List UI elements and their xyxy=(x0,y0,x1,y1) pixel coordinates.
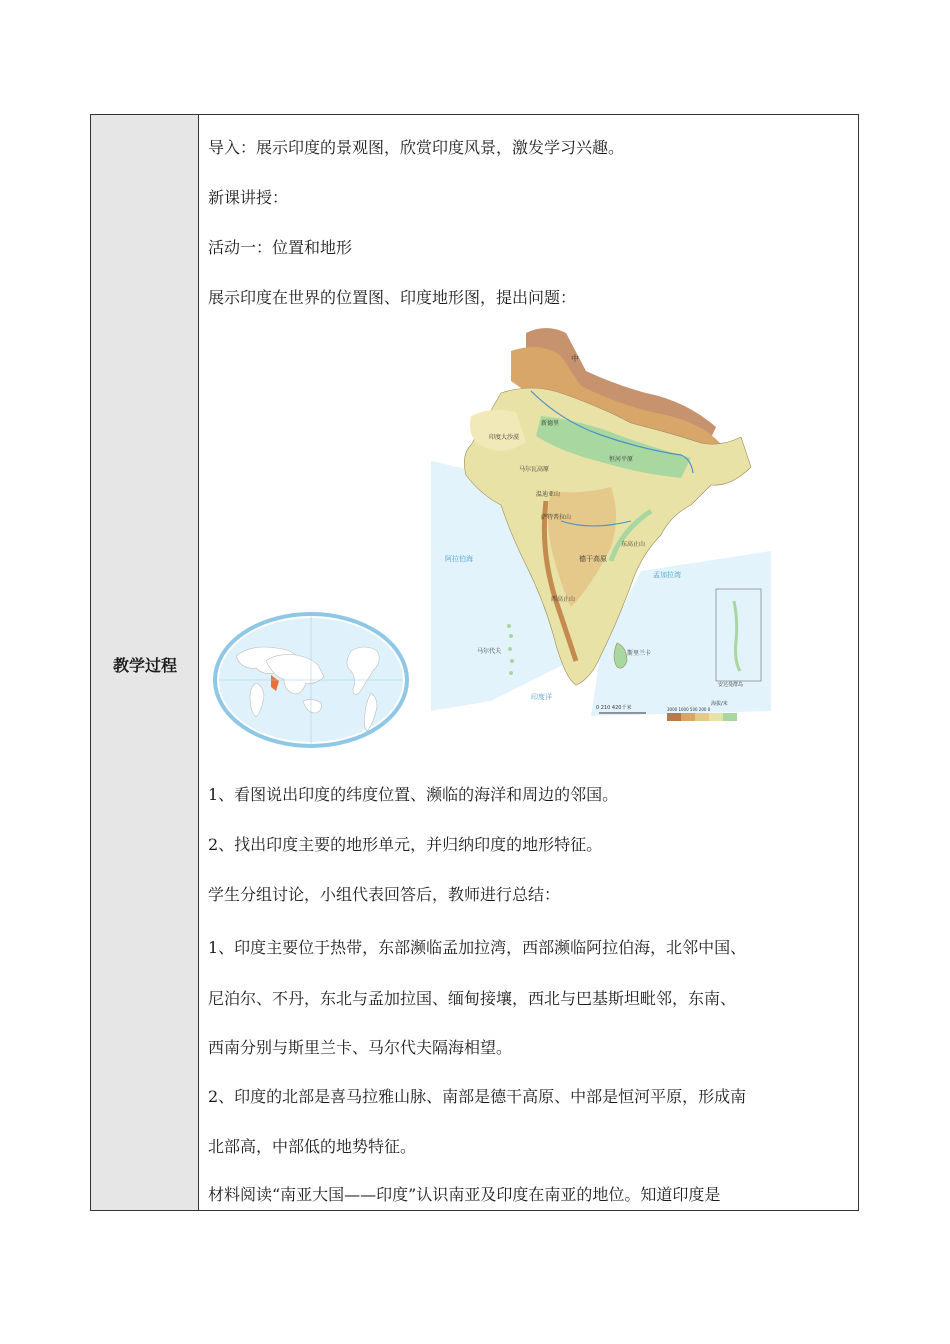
row-label: 教学过程 xyxy=(112,656,177,675)
legend-swatch-0 xyxy=(723,713,737,721)
summary-1-line-2: 尼泊尔、不丹，东北与孟加拉国、缅甸接壤，西北与巴基斯坦毗邻，东南、 xyxy=(208,989,737,1008)
discussion-note: 学生分组讨论，小组代表回答后，教师进行总结： xyxy=(208,885,561,904)
legend-swatch-1000 xyxy=(681,713,695,721)
label-deccan: 德干高原 xyxy=(579,555,607,563)
world-location-map xyxy=(211,611,411,749)
legend-swatch-200 xyxy=(709,713,723,721)
summary-1-line-3: 西南分别与斯里兰卡、马尔代夫隔海相望。 xyxy=(208,1038,513,1057)
summary-1-line-1: 1、印度主要位于热带，东部濒临孟加拉湾，西部濒临阿拉伯海，北邻中国、 xyxy=(208,938,747,957)
india-maps-figure xyxy=(211,321,771,761)
legend-swatch-500 xyxy=(695,713,709,721)
label-eastern-ghats: 东高止山 xyxy=(621,541,646,548)
label-malwa: 马尔瓦高原 xyxy=(519,466,550,473)
label-western-ghats: 西高止山 xyxy=(551,596,576,603)
label-sri-lanka: 斯里兰卡 xyxy=(627,650,652,657)
activity-one-heading: 活动一：位置和地形 xyxy=(208,238,353,257)
legend-title: 海拔/米 xyxy=(711,701,728,707)
new-lesson-heading: 新课讲授： xyxy=(208,188,289,207)
label-delhi: 新德里 xyxy=(541,420,560,427)
question-1: 1、看图说出印度的纬度位置、濒临的海洋和周边的邻国。 xyxy=(208,785,619,804)
lesson-table xyxy=(90,114,859,1211)
summary-2-line-1: 2、印度的北部是喜马拉雅山脉、南部是德干高原、中部是恒河平原，形成南 xyxy=(208,1087,747,1106)
summary-2-line-2: 北部高，中部低的地势特征。 xyxy=(208,1137,417,1156)
label-indian-ocean: 印度洋 xyxy=(531,693,552,701)
label-china: 中 xyxy=(571,354,579,363)
label-thar: 印度大沙漠 xyxy=(489,434,520,441)
reading-material: 材料阅读“南亚大国——印度”认识南亚及印度在南亚的地位。知道印度是 xyxy=(208,1185,721,1204)
scale-label: 0 210 420千米 xyxy=(596,705,632,711)
label-satpura: 萨特普拉山 xyxy=(541,514,572,521)
intro-paragraph: 导入：展示印度的景观图，欣赏印度风景，激发学习兴趣。 xyxy=(208,138,625,157)
legend-values: 3000 1000 500 200 0 xyxy=(667,707,711,712)
label-bay-of-bengal: 孟加拉湾 xyxy=(653,571,681,579)
legend-swatch-3000 xyxy=(667,713,681,721)
row-label-cell xyxy=(91,115,199,1210)
label-andaman: 安达曼群岛 xyxy=(718,682,744,688)
question-intro: 展示印度在世界的位置图、印度地形图，提出问题： xyxy=(208,288,577,307)
label-maldives: 马尔代夫 xyxy=(477,648,502,655)
question-2: 2、找出印度主要的地形单元，并归纳印度的地形特征。 xyxy=(208,835,603,854)
content-cell xyxy=(199,115,858,1210)
india-physical-map xyxy=(431,321,771,731)
label-ganges-plain: 恒河平原 xyxy=(609,456,634,463)
label-arabian-sea: 阿拉伯海 xyxy=(445,555,473,563)
label-vindhya: 温迪亚山 xyxy=(536,491,561,498)
